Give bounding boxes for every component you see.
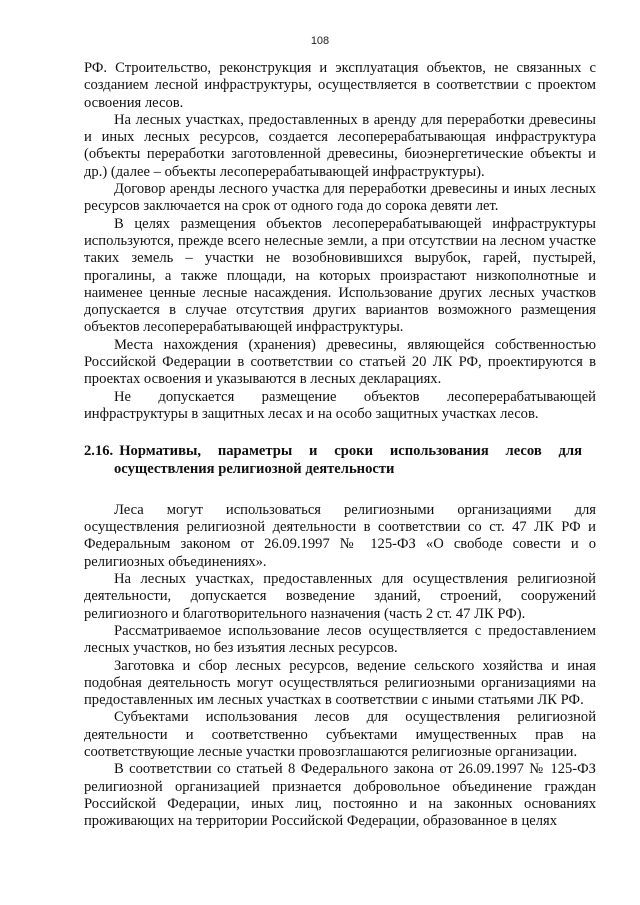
- paragraph: Леса могут использоваться религиозными организациями для осуществления религиозной деятельности в соответствии со ст. 47 ЛК РФ и Федеральным законом от 26.09.1997 № 125-ФЗ «О свободе совести и о религиозных объединениях».: [84, 501, 596, 570]
- page-content: [84, 60, 596, 830]
- section-title: Нормативы, параметры и сроки использования лесов для осуществления религиозной деятельности: [114, 443, 582, 477]
- paragraph: Субъектами использования лесов для осуществления религиозной деятельности и соответственно субъектами имущественных прав на соответствующие лесные участки провозглашаются религиозные организации.: [84, 709, 596, 760]
- paragraph: РФ. Строительство, реконструкция и эксплуатация объектов, не связанных с созданием лесной инфраструктуры, осуществляется в соответствии с проектом освоения лесов.: [84, 60, 596, 111]
- paragraphs-after-section: [84, 502, 596, 831]
- paragraph: Места нахождения (хранения) древесины, являющейся собственностью Российской Федерации в соответствии со статьей 20 ЛК РФ, проектируются в проектах освоения и указываются в лесных декларациях.: [84, 336, 596, 388]
- section-number: 2.16.: [84, 443, 114, 460]
- section-heading: [70, 443, 582, 478]
- paragraph: В целях размещения объектов лесоперерабатывающей инфраструктуры используются, прежде всего нелесные земли, а при отсутствии на лесном участке таких земель – участки не возобновившихся вырубок, гарей, пустырей, прогалины, а также площади, на которых произрастают низкополнотные и наименее ценные лесные насаждения. Использование других лесных участков допускается в случае отсутствия других вариантов возможного размещения объектов лесоперерабатывающей инфраструктуры.: [84, 215, 596, 336]
- paragraph: Договор аренды лесного участка для переработки древесины и иных лесных ресурсов заключается на срок от одного года до сорока девяти лет.: [84, 181, 596, 215]
- paragraph: На лесных участках, предоставленных для осуществления религиозной деятельности, допускается возведение зданий, строений, сооружений религиозного и благотворительного назначения (часть 2 ст. 47 ЛК РФ).: [84, 571, 596, 622]
- page-number: 108: [310, 35, 330, 47]
- paragraph: Рассматриваемое использование лесов осуществляется с предоставлением лесных участков, но без изъятия лесных ресурсов.: [84, 622, 596, 657]
- paragraph: На лесных участках, предоставленных в аренду для переработки древесины и иных лесных ресурсов, создается лесоперерабатывающая инфраструктура (объекты переработки заготовленной древесины, биоэнергетические объекты и др.) (далее – объекты лесоперерабатывающей инфраструктуры).: [84, 111, 596, 180]
- paragraphs-before-section: [84, 60, 596, 423]
- paragraph: В соответствии со статьей 8 Федерального закона от 26.09.1997 № 125-ФЗ религиозной организацией признается добровольное объединение граждан Российской Федерации, иных лиц, постоянно и на законных основаниях проживающих на территории Российской Федерации, образованное в целях: [84, 761, 596, 830]
- paragraph: Не допускается размещение объектов лесоперерабатывающей инфраструктуры в защитных лесах и на особо защитных участках лесов.: [84, 388, 596, 422]
- paragraph: Заготовка и сбор лесных ресурсов, ведение сельского хозяйства и иная подобная деятельность могут осуществляться религиозными организациями на предоставленных им лесных участках в соответствии с иными статьями ЛК РФ.: [84, 657, 596, 709]
